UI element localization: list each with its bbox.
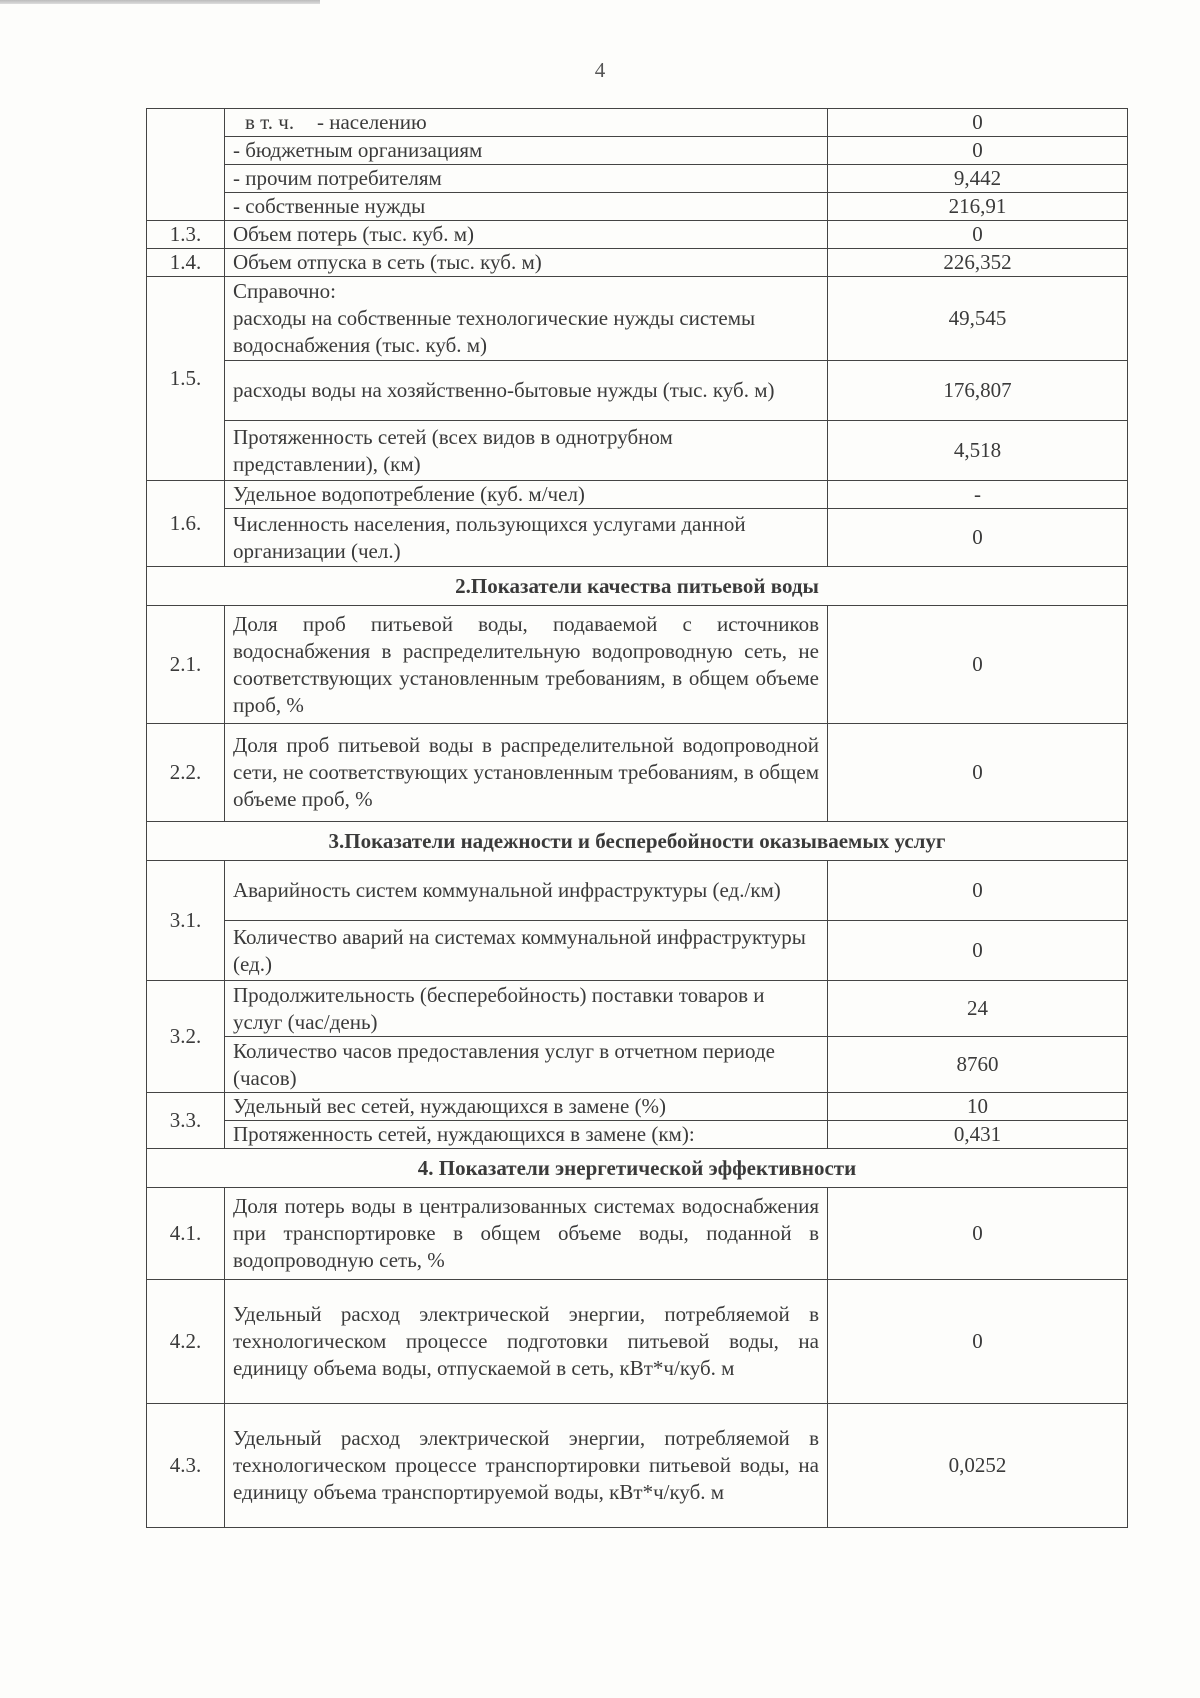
row-label: - бюджетным организациям <box>225 137 828 165</box>
scan-edge-mark <box>0 0 320 4</box>
table-row <box>147 1280 1128 1404</box>
row-label: Справочно: расходы на собственные технологические нужды системы водоснабжения (тыс. куб. м) <box>225 277 828 361</box>
row-value: 0 <box>828 221 1128 249</box>
row-value: 24 <box>828 981 1128 1037</box>
section-header-row <box>147 1149 1128 1188</box>
row-label: Количество часов предоставления услуг в отчетном периоде (часов) <box>225 1037 828 1093</box>
table-row <box>147 724 1128 822</box>
row-value: - <box>828 481 1128 509</box>
vtch-prefix: в т. ч. <box>245 110 295 134</box>
row-label: Количество аварий на системах коммунальной инфраструктуры (ед.) <box>225 921 828 981</box>
row-value: 49,545 <box>828 277 1128 361</box>
table-row <box>147 165 1128 193</box>
row-value: 0 <box>828 1188 1128 1280</box>
row-label: - прочим потребителям <box>225 165 828 193</box>
row-label <box>225 109 828 137</box>
row-label: Аварийность систем коммунальной инфраструктуры (ед./км) <box>225 861 828 921</box>
row-number: 3.3. <box>147 1093 225 1149</box>
row-label: Продолжительность (бесперебойность) поставки товаров и услуг (час/день) <box>225 981 828 1037</box>
row-number-cell <box>147 109 225 221</box>
table-row <box>147 861 1128 921</box>
section-header-row <box>147 567 1128 606</box>
row-value: 0 <box>828 724 1128 822</box>
table-row <box>147 249 1128 277</box>
row-value: 0 <box>828 1280 1128 1404</box>
row-number: 4.3. <box>147 1404 225 1528</box>
row-label: Доля проб питьевой воды в распределительной водопроводной сети, не соответствующих установленным требованиям, в общем объеме проб, % <box>225 724 828 822</box>
row-number: 4.2. <box>147 1280 225 1404</box>
row-label: Протяженность сетей (всех видов в однотрубном представлении), (км) <box>225 421 828 481</box>
table-row <box>147 277 1128 361</box>
row-label: Численность населения, пользующихся услугами данной организации (чел.) <box>225 509 828 567</box>
table-row <box>147 1188 1128 1280</box>
row-label: расходы воды на хозяйственно-бытовые нужды (тыс. куб. м) <box>225 361 828 421</box>
table-row <box>147 193 1128 221</box>
page-number: 4 <box>594 58 606 82</box>
table-row <box>147 981 1128 1037</box>
row-value: 8760 <box>828 1037 1128 1093</box>
row-value: 10 <box>828 1093 1128 1121</box>
table-row <box>147 606 1128 724</box>
table-row <box>147 1037 1128 1093</box>
section-title: 2.Показатели качества питьевой воды <box>147 567 1128 606</box>
table-row <box>147 361 1128 421</box>
row-label: Удельный вес сетей, нуждающихся в замене (%) <box>225 1093 828 1121</box>
table-row <box>147 1093 1128 1121</box>
row-label: - собственные нужды <box>225 193 828 221</box>
row-number: 1.6. <box>147 481 225 567</box>
table-row <box>147 421 1128 481</box>
table-row <box>147 481 1128 509</box>
row-number: 2.1. <box>147 606 225 724</box>
row-value: 0 <box>828 921 1128 981</box>
section-title: 3.Показатели надежности и бесперебойности оказываемых услуг <box>147 822 1128 861</box>
table-row <box>147 921 1128 981</box>
row-number: 3.1. <box>147 861 225 981</box>
section-title: 4. Показатели энергетической эффективности <box>147 1149 1128 1188</box>
row-value: 9,442 <box>828 165 1128 193</box>
row-label: Удельный расход электрической энергии, потребляемой в технологическом процессе транспортировки питьевой воды, на единицу объема транспортируемой воды, кВт*ч/куб. м <box>225 1404 828 1528</box>
row-label: Удельный расход электрической энергии, потребляемой в технологическом процессе подготовки питьевой воды, на единицу объема воды, отпускаемой в сеть, кВт*ч/куб. м <box>225 1280 828 1404</box>
row-number: 1.4. <box>147 249 225 277</box>
row-number: 2.2. <box>147 724 225 822</box>
row-value: 216,91 <box>828 193 1128 221</box>
row-number: 1.3. <box>147 221 225 249</box>
row-label: Объем отпуска в сеть (тыс. куб. м) <box>225 249 828 277</box>
table-row <box>147 109 1128 137</box>
row-label: Доля потерь воды в централизованных системах водоснабжения при транспортировке в общем объеме воды, поданной в водопроводную сеть, % <box>225 1188 828 1280</box>
table-row <box>147 137 1128 165</box>
row-value: 0 <box>828 509 1128 567</box>
row-value: 0 <box>828 861 1128 921</box>
row-number: 1.5. <box>147 277 225 481</box>
table-row <box>147 509 1128 567</box>
row-value: 176,807 <box>828 361 1128 421</box>
indicators-table <box>146 108 1128 1528</box>
row-label: Объем потерь (тыс. куб. м) <box>225 221 828 249</box>
table-row <box>147 221 1128 249</box>
row-number: 4.1. <box>147 1188 225 1280</box>
row-label: Удельное водопотребление (куб. м/чел) <box>225 481 828 509</box>
row-value: 226,352 <box>828 249 1128 277</box>
row-value: 0 <box>828 137 1128 165</box>
row-value: 0,431 <box>828 1121 1128 1149</box>
row-label: Протяженность сетей, нуждающихся в замене (км): <box>225 1121 828 1149</box>
table-row <box>147 1404 1128 1528</box>
table-row <box>147 1121 1128 1149</box>
section-header-row <box>147 822 1128 861</box>
row-value: 0 <box>828 606 1128 724</box>
row-number: 3.2. <box>147 981 225 1093</box>
row-value: 4,518 <box>828 421 1128 481</box>
row-value: 0 <box>828 109 1128 137</box>
row-value: 0,0252 <box>828 1404 1128 1528</box>
row-label-text: - населению <box>317 110 427 134</box>
row-label: Доля проб питьевой воды, подаваемой с источников водоснабжения в распределительную водопроводную сеть, не соответствующих установленным требованиям, в общем объеме проб, % <box>225 606 828 724</box>
